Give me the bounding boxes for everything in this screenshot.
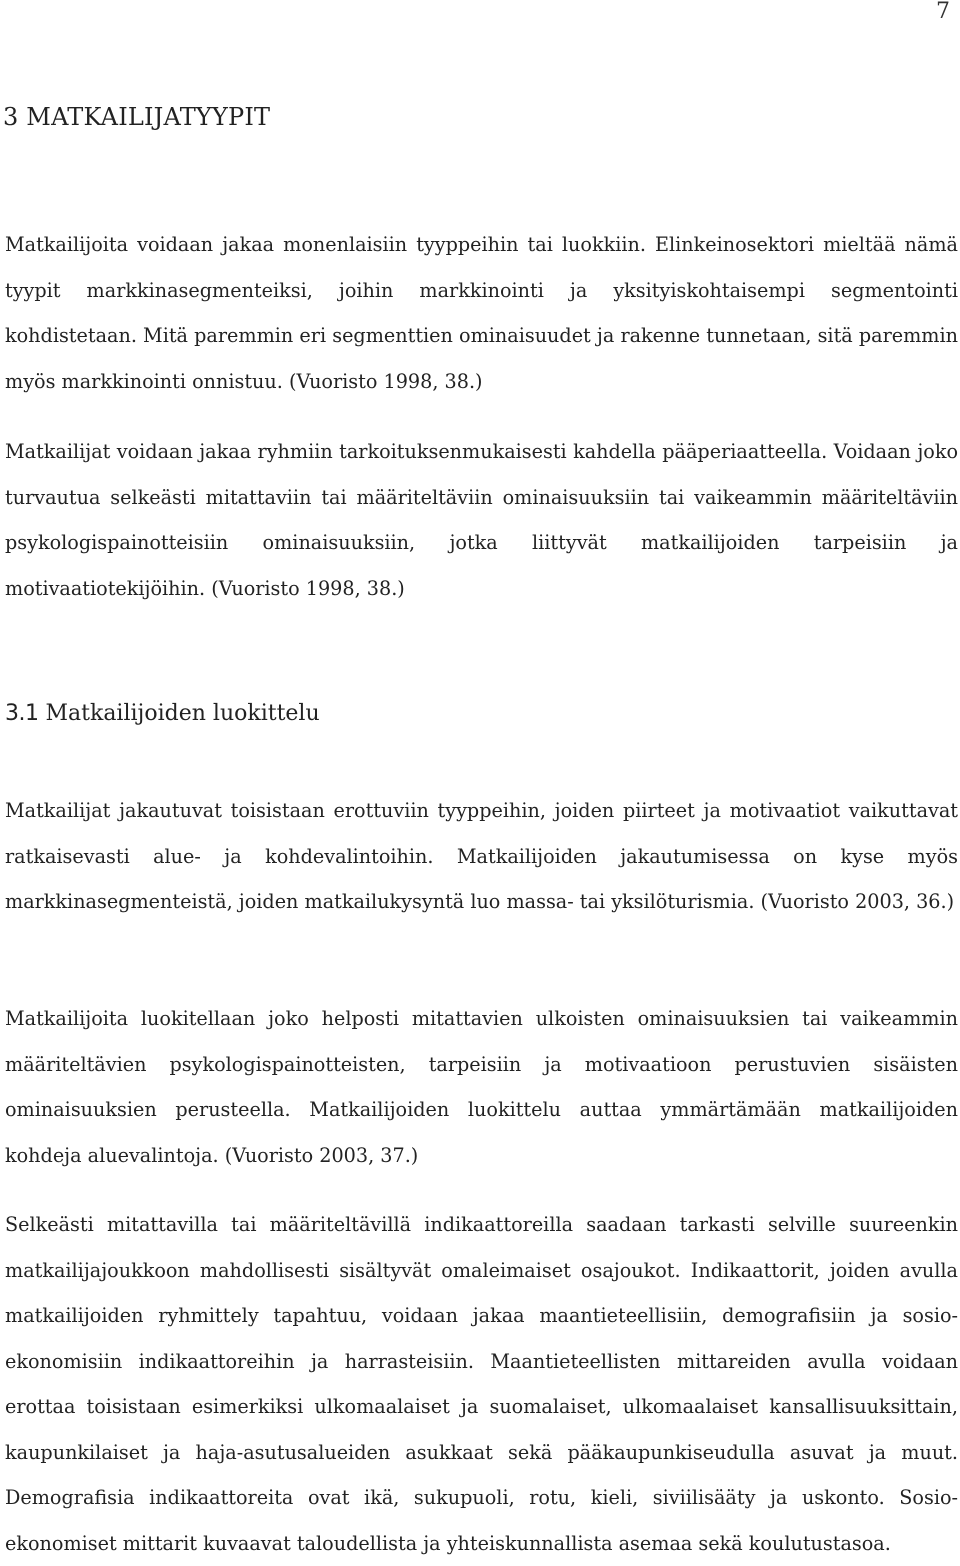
paragraph: Matkailijoita luokitellaan joko helposti mitattavien ulkoisten ominaisuuksien tai vaikeammin määriteltävien psykologispainotteisten, tarpeisiin ja motivaatioon perustuvien sisäisten ominaisuuksien perusteella. Matkailijoiden luokittelu auttaa ymmärtämään matkailijoiden kohdeja aluevalintoja. (Vuoristo 2003, 37.) — [5, 1007, 958, 1167]
page-number: 7 — [936, 0, 950, 24]
paragraph: Matkailijat voidaan jakaa ryhmiin tarkoituksenmukaisesti kahdella pääperiaatteella. Voidaan joko turvautua selkeästi mitattaviin tai määriteltäviin ominaisuuksiin tai vaikeammin määriteltäviin psykologispainotteisiin ominaisuuksiin, jotka liittyvät matkailijoiden tarpeisiin ja motivaatiotekijöihin. (Vuoristo 1998, 38.) — [5, 440, 958, 600]
section-number: 3.1 — [5, 701, 39, 726]
paragraph: Selkeästi mitattavilla tai määriteltävillä indikaattoreilla saadaan tarkasti selville suureenkin matkailijajoukkoon mahdollisesti sisältyvät omaleimaiset osajoukot. Indikaattorit, joiden avulla matkailijoiden ryhmittely tapahtuu, voidaan jakaa maantieteellisiin, demografisiin ja sosio-ekonomisiin indikaattoreihin ja harrasteisiin. Maantieteellisten mittareiden avulla voidaan erottaa toisistaan esimerkiksi ulkomaalaiset ja suomalaiset, ulkomaalaiset kansallisuuksittain, kaupunkilaiset ja haja-asutusalueiden asukkaat sekä pääkaupunkiseudulla asuvat ja muut. Demografisia indikaattoreita ovat ikä, sukupuoli, rotu, kieli, siviilisääty ja uskonto. Sosio-ekonomiset mittarit kuvaavat taloudellista ja yhteiskunnallista asemaa sekä koulutustasoa. — [5, 1213, 958, 1555]
section-title: Matkailijoiden luokittelu — [45, 701, 320, 726]
chapter-heading: 3 MATKAILIJATYYPIT — [3, 103, 271, 131]
section-heading — [5, 698, 320, 730]
paragraph: Matkailijoita voidaan jakaa monenlaisiin tyyppeihin tai luokkiin. Elinkeinosektori mieltää nämä tyypit markkinasegmenteiksi, joihin markkinointi ja yksityiskohtaisempi segmentointi kohdistetaan. Mitä paremmin eri segmenttien ominaisuudet ja rakenne tunnetaan, sitä paremmin myös markkinointi onnistuu. (Vuoristo 1998, 38.) — [5, 233, 958, 393]
paragraph: Matkailijat jakautuvat toisistaan erottuviin tyyppeihin, joiden piirteet ja motivaatiot vaikuttavat ratkaisevasti alue- ja kohdevalintoihin. Matkailijoiden jakautumisessa on kyse myös markkinasegmenteistä, joiden matkailukysyntä luo massa- tai yksilöturismia. (Vuoristo 2003, 36.) — [5, 799, 958, 913]
